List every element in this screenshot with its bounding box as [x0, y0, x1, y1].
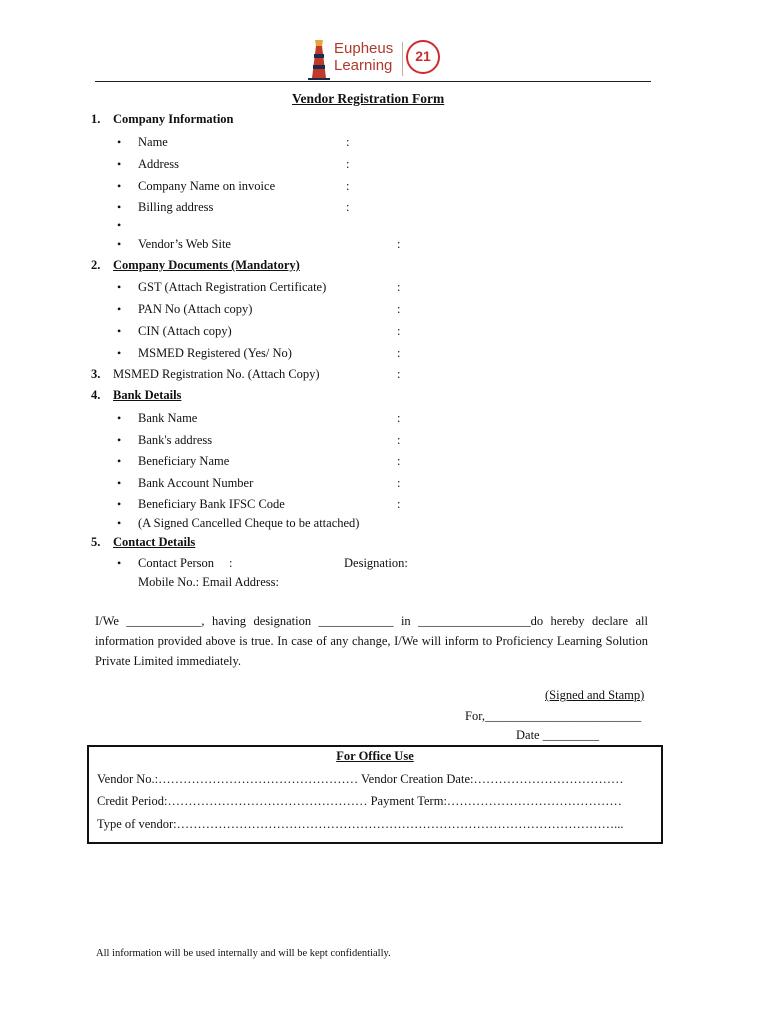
field-billing-address-label: Billing address — [138, 200, 214, 214]
field-website-label: Vendor’s Web Site — [138, 237, 231, 251]
bullet: • — [117, 280, 122, 294]
field-colon: : — [346, 179, 350, 193]
field-gst-label: GST (Attach Registration Certificate) — [138, 280, 327, 294]
vendor-type-line: Type of vendor:……………………………………………………………………………………………... — [97, 817, 624, 831]
bullet: • — [117, 346, 122, 360]
bullet: • — [117, 476, 122, 490]
section-company-documents — [91, 258, 300, 273]
field-contact-person-label: Contact Person — [138, 556, 215, 570]
field-colon: : — [346, 200, 350, 214]
section-number: 4. — [91, 388, 101, 402]
section-label: MSMED Registration No. (Attach Copy) — [113, 367, 320, 381]
section-number: 3. — [91, 367, 101, 381]
field-ifsc-label: Beneficiary Bank IFSC Code — [138, 497, 285, 511]
field-colon: : — [397, 280, 401, 294]
bullet: • — [117, 324, 122, 338]
bullet: • — [117, 497, 122, 511]
field-colon: : — [346, 135, 350, 149]
field-mobile-email-label: Mobile No.: Email Address: — [138, 575, 279, 589]
field-colon: : — [397, 367, 401, 381]
vendor-no-line: Vendor No.:………………………………………… Vendor Creation Date:……………………………… — [97, 772, 624, 786]
field-colon: : — [397, 433, 401, 447]
page-title: Vendor Registration Form — [292, 91, 445, 106]
field-designation-label: Designation: — [344, 556, 408, 570]
field-account-number-label: Bank Account Number — [138, 476, 254, 490]
field-msmed-registered-label: MSMED Registered (Yes/ No) — [138, 346, 292, 360]
field-colon: : — [397, 476, 401, 490]
field-colon: : — [397, 411, 401, 425]
bullet: • — [117, 302, 122, 316]
section-msmed-registration — [91, 367, 320, 382]
field-colon: : — [397, 497, 401, 511]
section-label: Contact Details — [113, 535, 196, 549]
bullet: • — [117, 200, 122, 214]
logo-wordmark — [334, 40, 393, 74]
field-colon: : — [397, 324, 401, 338]
section-company-information — [91, 112, 234, 127]
section-label: Bank Details — [113, 388, 182, 402]
lighthouse-icon — [306, 38, 332, 80]
bullet: • — [117, 179, 122, 193]
bullet: • — [117, 218, 122, 232]
anniversary-badge — [406, 40, 440, 74]
bullet: • — [117, 157, 122, 171]
field-colon: : — [397, 454, 401, 468]
field-colon: : — [397, 346, 401, 360]
section-number: 2. — [91, 258, 101, 272]
bullet: • — [117, 516, 122, 530]
field-bank-address-label: Bank's address — [138, 433, 213, 447]
section-label: Company Information — [113, 112, 234, 126]
bullet: • — [117, 433, 122, 447]
field-colon: : — [229, 556, 233, 570]
field-beneficiary-name-label: Beneficiary Name — [138, 454, 230, 468]
section-number: 1. — [91, 112, 101, 126]
bullet: • — [117, 135, 122, 149]
office-use-title: For Office Use — [336, 749, 414, 763]
bullet: • — [117, 237, 122, 251]
for-signature-line: For,_________________________ — [465, 709, 642, 723]
bullet: • — [117, 411, 122, 425]
header-rule — [95, 81, 651, 82]
date-line: Date _________ — [516, 728, 599, 742]
field-cin-label: CIN (Attach copy) — [138, 324, 232, 338]
field-colon: : — [397, 302, 401, 316]
section-label: Company Documents (Mandatory) — [113, 258, 300, 272]
signed-and-stamp: (Signed and Stamp) — [545, 688, 645, 702]
field-colon: : — [397, 237, 401, 251]
logo-line1: Eupheus — [334, 40, 394, 57]
declaration-paragraph: I/We ____________, having designation ____________ in __________________do hereby declare all information provided above is true. In case of any change, I/We will inform to Proficiency Learning Solution Private Limited immediately. — [95, 614, 648, 668]
credit-period-line: Credit Period:………………………………………… Payment Term:…………………………………… — [97, 794, 622, 808]
badge-number: 21 — [415, 48, 431, 64]
eupheus-logo — [306, 38, 446, 80]
field-pan-label: PAN No (Attach copy) — [138, 302, 253, 316]
section-number: 5. — [91, 535, 101, 549]
field-company-name-invoice-label: Company Name on invoice — [138, 179, 276, 193]
field-colon: : — [346, 157, 350, 171]
office-use-box — [87, 745, 663, 844]
logo-line2: Learning — [334, 57, 393, 74]
logo-separator — [402, 42, 403, 76]
section-bank-details — [91, 388, 181, 403]
bullet: • — [117, 454, 122, 468]
confidentiality-note: All information will be used internally and will be kept confidentially. — [96, 948, 391, 959]
cheque-note: (A Signed Cancelled Cheque to be attached) — [138, 516, 360, 530]
field-name-label: Name — [138, 135, 168, 149]
field-bank-name-label: Bank Name — [138, 411, 198, 425]
bullet: • — [117, 556, 122, 570]
field-address-label: Address — [138, 157, 179, 171]
section-contact-details — [91, 535, 195, 550]
